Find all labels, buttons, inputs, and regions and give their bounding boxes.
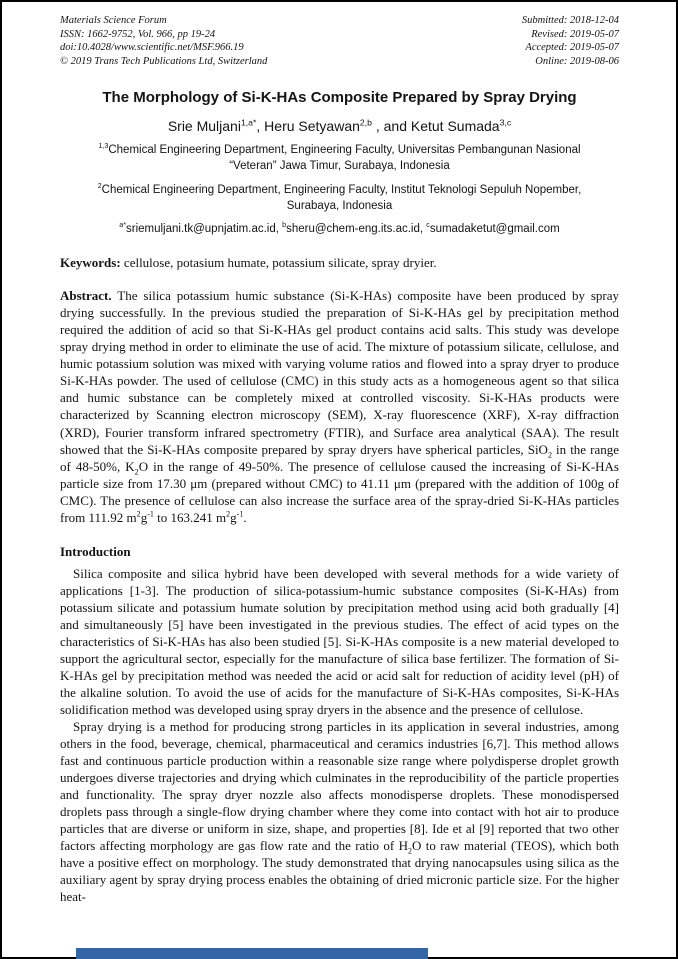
revised-date: Revised: 2019-05-07 xyxy=(531,28,619,40)
bottom-blue-bar xyxy=(76,948,428,959)
introduction-heading: Introduction xyxy=(60,543,131,559)
abstract-paragraph: Abstract. The silica potassium humic substance (Si-K-HAs) composite have been produced by spray drying successfully. In the previous studied the preparation of Si-K-HAs gel by precipitation method required the addition of acid so that Si-K-HAs gel product contains acid salts. This study was develope spray drying method in order to eliminate the use of acid. The mixture of potassium silicate, cellulose, and humic potassium solution was mixed with varying volume ratios and flowed into a spray dryer to produce Si-K-HAs powder. The used of cellulose (CMC) in this study acts as a homogeneous agent so that silica and humic substance can be completely mixed at controlled viscosity. Si-K-HAs products were characterized by Scanning electron microscopy (SEM), X-ray fluorescence (XRF), X-ray diffraction (XRD), Fourier transform infrared spectrometry (FTIR), and Surface area analytical (SAA). The result showed that the Si-K-HAs composite prepared by spray dryers have spherical particles, SiO$_2$ in the range of 48-50%, $K_2O$ in the range of 49-50%. The presence of cellulose caused the increasing of Si-K-HAs particle size from 17.30 μm (prepared without CMC) to 41.11 μm (prepared with the addition of 100g of CMC). The presence of cellulose can also increase the surface area of the spray-dried Si-K-HAs particles from 111.92 $m^2g^{-1}$ to 163.241 $m^2g^{-1}$. xyxy=(60,288,619,525)
author-emails: $^{a*}$sriemuljani.tk@upnjatim.ac.id, $^b$sheru@chem-eng.its.ac.id, $^c$sumadaketut@gmail.com xyxy=(119,221,560,236)
intro-paragraph-1: Silica composite and silica hybrid have been developed with several methods for a wide variety of applications [1-3]. The production of silica-potassium-humic substance composites (Si-K-HAs) from potassium silicate and potassium humate solution by precipitation method using acid both gradually [4] and simultaneously [5] have been investigated in the previous studies. The effect of acid types on the characteristics of Si-K-HAs has also been studied [5]. Si-K-HAs composite is a new material developed to support the agricultural sector, especially for the manufacture of silica base fertilizer. The formation of Si-K-HAs gel by precipitation method was needed the acid or acid salt for reduction of acidity level (pH) of the alkaline solution. To avoid the use of acids for the manufacture of Si-K-HAs composites, Si-K-HAs solidification method was developed using spray dryers in the absence and the presence of cellulose. xyxy=(60,565,619,717)
article-dates-block xyxy=(522,14,619,69)
keywords-line: Keywords: cellulose, potasium humate, potassium silicate, spray dryier. xyxy=(60,255,437,271)
online-date: Online: 2019-08-06 xyxy=(535,55,619,67)
journal-header xyxy=(60,14,619,69)
journal-info-block xyxy=(60,14,267,69)
journal-copyright: © 2019 Trans Tech Publications Ltd, Switzerland xyxy=(60,55,268,67)
submitted-date: Submitted: 2018-12-04 xyxy=(521,15,619,26)
affiliation-1: $^{1,3}$Chemical Engineering Department, Engineering Faculty, Universitas Pembangunan Nasional “Veteran” Jawa Timur, Surabaya, Indonesia xyxy=(98,142,581,172)
journal-doi: doi:10.4028/www.scientific.net/MSF.966.19 xyxy=(60,42,244,54)
authors-line: Srie Muljani$^{1,a*}$, Heru Setyawan$^{2,b}$ , and Ketut Sumada$^{3,c}$ xyxy=(167,117,512,135)
journal-name: Materials Science Forum xyxy=(60,15,167,26)
accepted-date: Accepted: 2019-05-07 xyxy=(525,42,619,54)
journal-issn-volume: ISSN: 1662-9752, Vol. 966, pp 19-24 xyxy=(60,28,216,40)
affiliation-2: $^2$Chemical Engineering Department, Engineering Faculty, Institut Teknologi Sepuluh Nopember, Surabaya, Indonesia xyxy=(97,182,582,212)
intro-paragraph-2: Spray drying is a method for producing strong particles in its application in several industries, among others in the food, beverage, chemical, pharmaceutical and ceramics industries [6,7]. This method allows fast and continuous particle production within a reasonable size range where polydisperse droplet growth undergoes diverse trajectories and drying which culminates in the reproducibility of the particle properties and functionality. The spray dryer nozzle also affects monodisperse droplets. These monodispersed droplets pass through a single-flow drying chamber where they come into contact with hot air to produce particles that are diverse or uniform in size, shape, and properties [8]. Ide et al [9] reported that two other factors affecting morphology are gas flow rate and the ratio of $H_2O$ to raw material (TEOS), which both have a positive effect on morphology. The study demonstrated that drying nanocapsules using silica as the auxiliary agent by spray drying process enables the obtaining of dried micronic particle size. For the higher heat- xyxy=(60,718,619,904)
paper-title: The Morphology of Si-K-HAs Composite Prepared by Spray Drying xyxy=(102,88,577,106)
